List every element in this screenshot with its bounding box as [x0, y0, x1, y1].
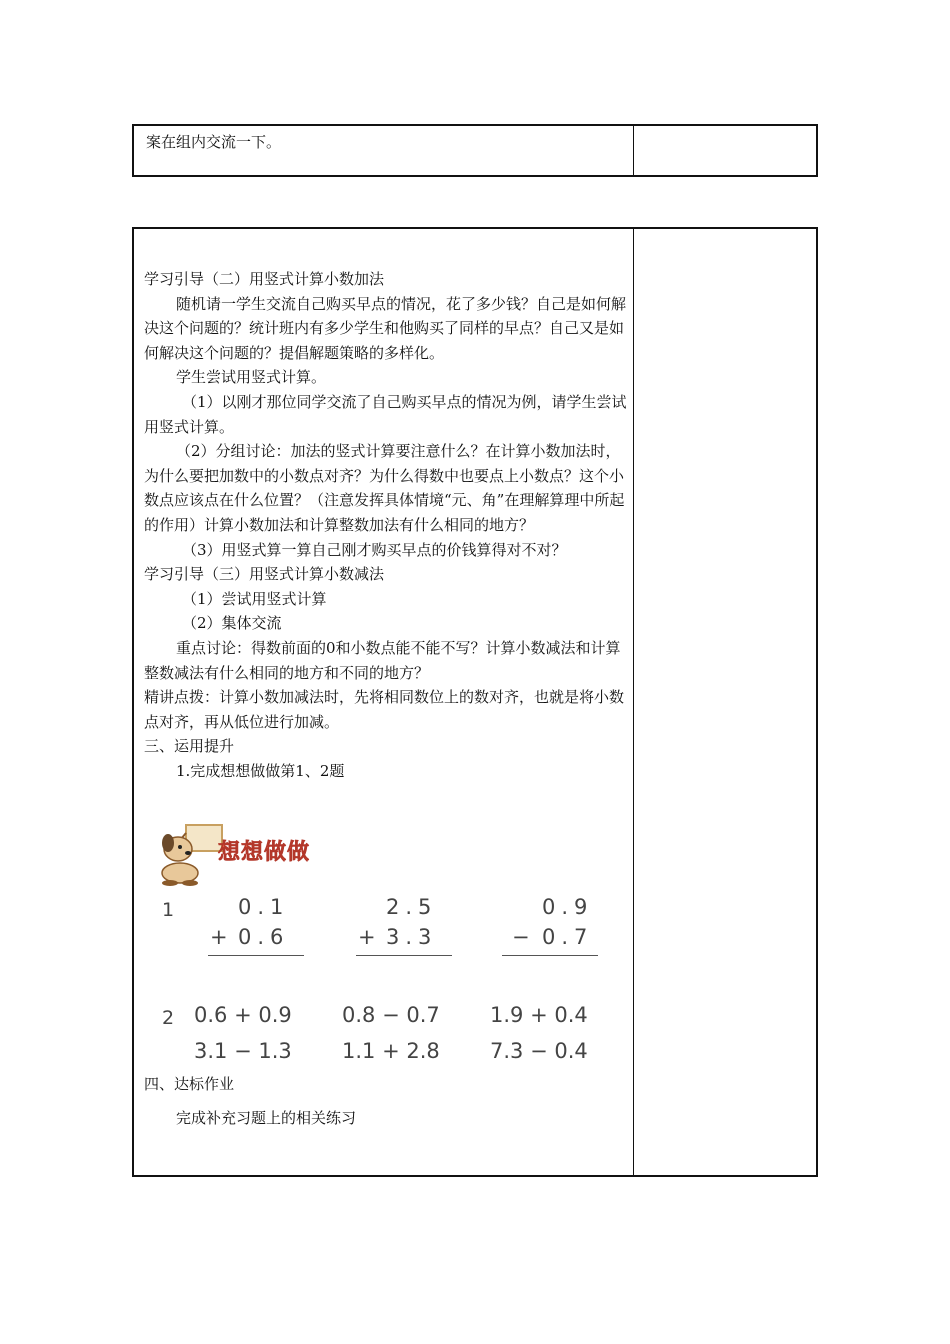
- expression: 1.1 + 2.8: [342, 1039, 440, 1063]
- lesson-content: [144, 267, 628, 783]
- paragraph: （1）尝试用竖式计算: [182, 589, 327, 608]
- paragraph: （2）分组讨论：加法的竖式计算要注意什么？在计算小数加法时，为什么要把加数中的小数点对齐？为什么得数中也要点上小数点？这个小数点应该点在什么位置？（注意发挥具体情境“元、角”在理解算理中所起的作用）计算小数加法和计算整数加法有什么相同的地方？: [144, 442, 625, 534]
- answer-line: [356, 955, 452, 956]
- expression: 0.6 + 0.9: [194, 1003, 292, 1027]
- table-top-fragment: [132, 124, 818, 177]
- expression: 1.9 + 0.4: [490, 1003, 588, 1027]
- column-divider: [633, 229, 634, 1175]
- paragraph: （2）集体交流: [182, 614, 282, 633]
- column-divider: [633, 126, 634, 175]
- exercise-title: 想想做做: [218, 840, 311, 865]
- paragraph: 精讲点拨：计算小数加减法时，先将相同数位上的数对齐，也就是将小数点对齐，再从低位进行加减。: [144, 688, 625, 731]
- continued-text: 案在组内交流一下。: [146, 133, 282, 151]
- paragraph: 学生尝试用竖式计算。: [176, 368, 327, 387]
- addend-bottom: 0.6: [238, 925, 290, 949]
- addend-bottom: 3.3: [386, 925, 438, 949]
- addend-top: 0.1: [238, 895, 290, 919]
- addend-top: 2.5: [386, 895, 438, 919]
- minuend: 0.9: [542, 895, 594, 919]
- paragraph: （3）用竖式算一算自己刚才购买早点的价钱算得对不对？: [182, 540, 567, 559]
- exercise-image: [152, 817, 632, 1063]
- homework-section: [144, 1072, 628, 1130]
- answer-line: [502, 955, 598, 956]
- cartoon-dog-icon: [156, 819, 226, 887]
- expression: 0.8 − 0.7: [342, 1003, 440, 1027]
- operator: +: [358, 925, 376, 949]
- lesson-table: [132, 227, 818, 1177]
- paragraph: 随机请一学生交流自己购买早点的情况，花了多少钱？自己是如何解决这个问题的？统计班内有多少学生和他购买了同样的早点？自己又是如何解决这个问题的？提倡解题策略的多样化。: [144, 294, 627, 362]
- answer-line: [208, 955, 304, 956]
- expression: 7.3 − 0.4: [490, 1039, 588, 1063]
- exercise-banner: [156, 819, 326, 887]
- section-heading: 四、达标作业: [144, 1075, 235, 1093]
- subtrahend: 0.7: [542, 925, 594, 949]
- paragraph: 完成补充习题上的相关练习: [176, 1108, 357, 1127]
- section-heading: 三、运用提升: [144, 737, 235, 756]
- section-heading: 学习引导（三）用竖式计算小数减法: [144, 565, 385, 584]
- question-number: 1: [162, 899, 175, 921]
- section-heading: 学习引导（二）用竖式计算小数加法: [144, 270, 385, 288]
- paragraph: （1）以刚才那位同学交流了自己购买早点的情况为例，请学生尝试用竖式计算。: [144, 392, 627, 436]
- paragraph: 1.完成想想做做第1、2题: [176, 761, 345, 780]
- paragraph: 重点讨论：得数前面的0和小数点能不能不写？计算小数减法和计算整数减法有什么相同的地方和不同的地方？: [144, 638, 621, 682]
- question-number: 2: [162, 1007, 175, 1029]
- operator: −: [512, 925, 530, 949]
- expression: 3.1 − 1.3: [194, 1039, 292, 1063]
- operator: +: [210, 925, 228, 949]
